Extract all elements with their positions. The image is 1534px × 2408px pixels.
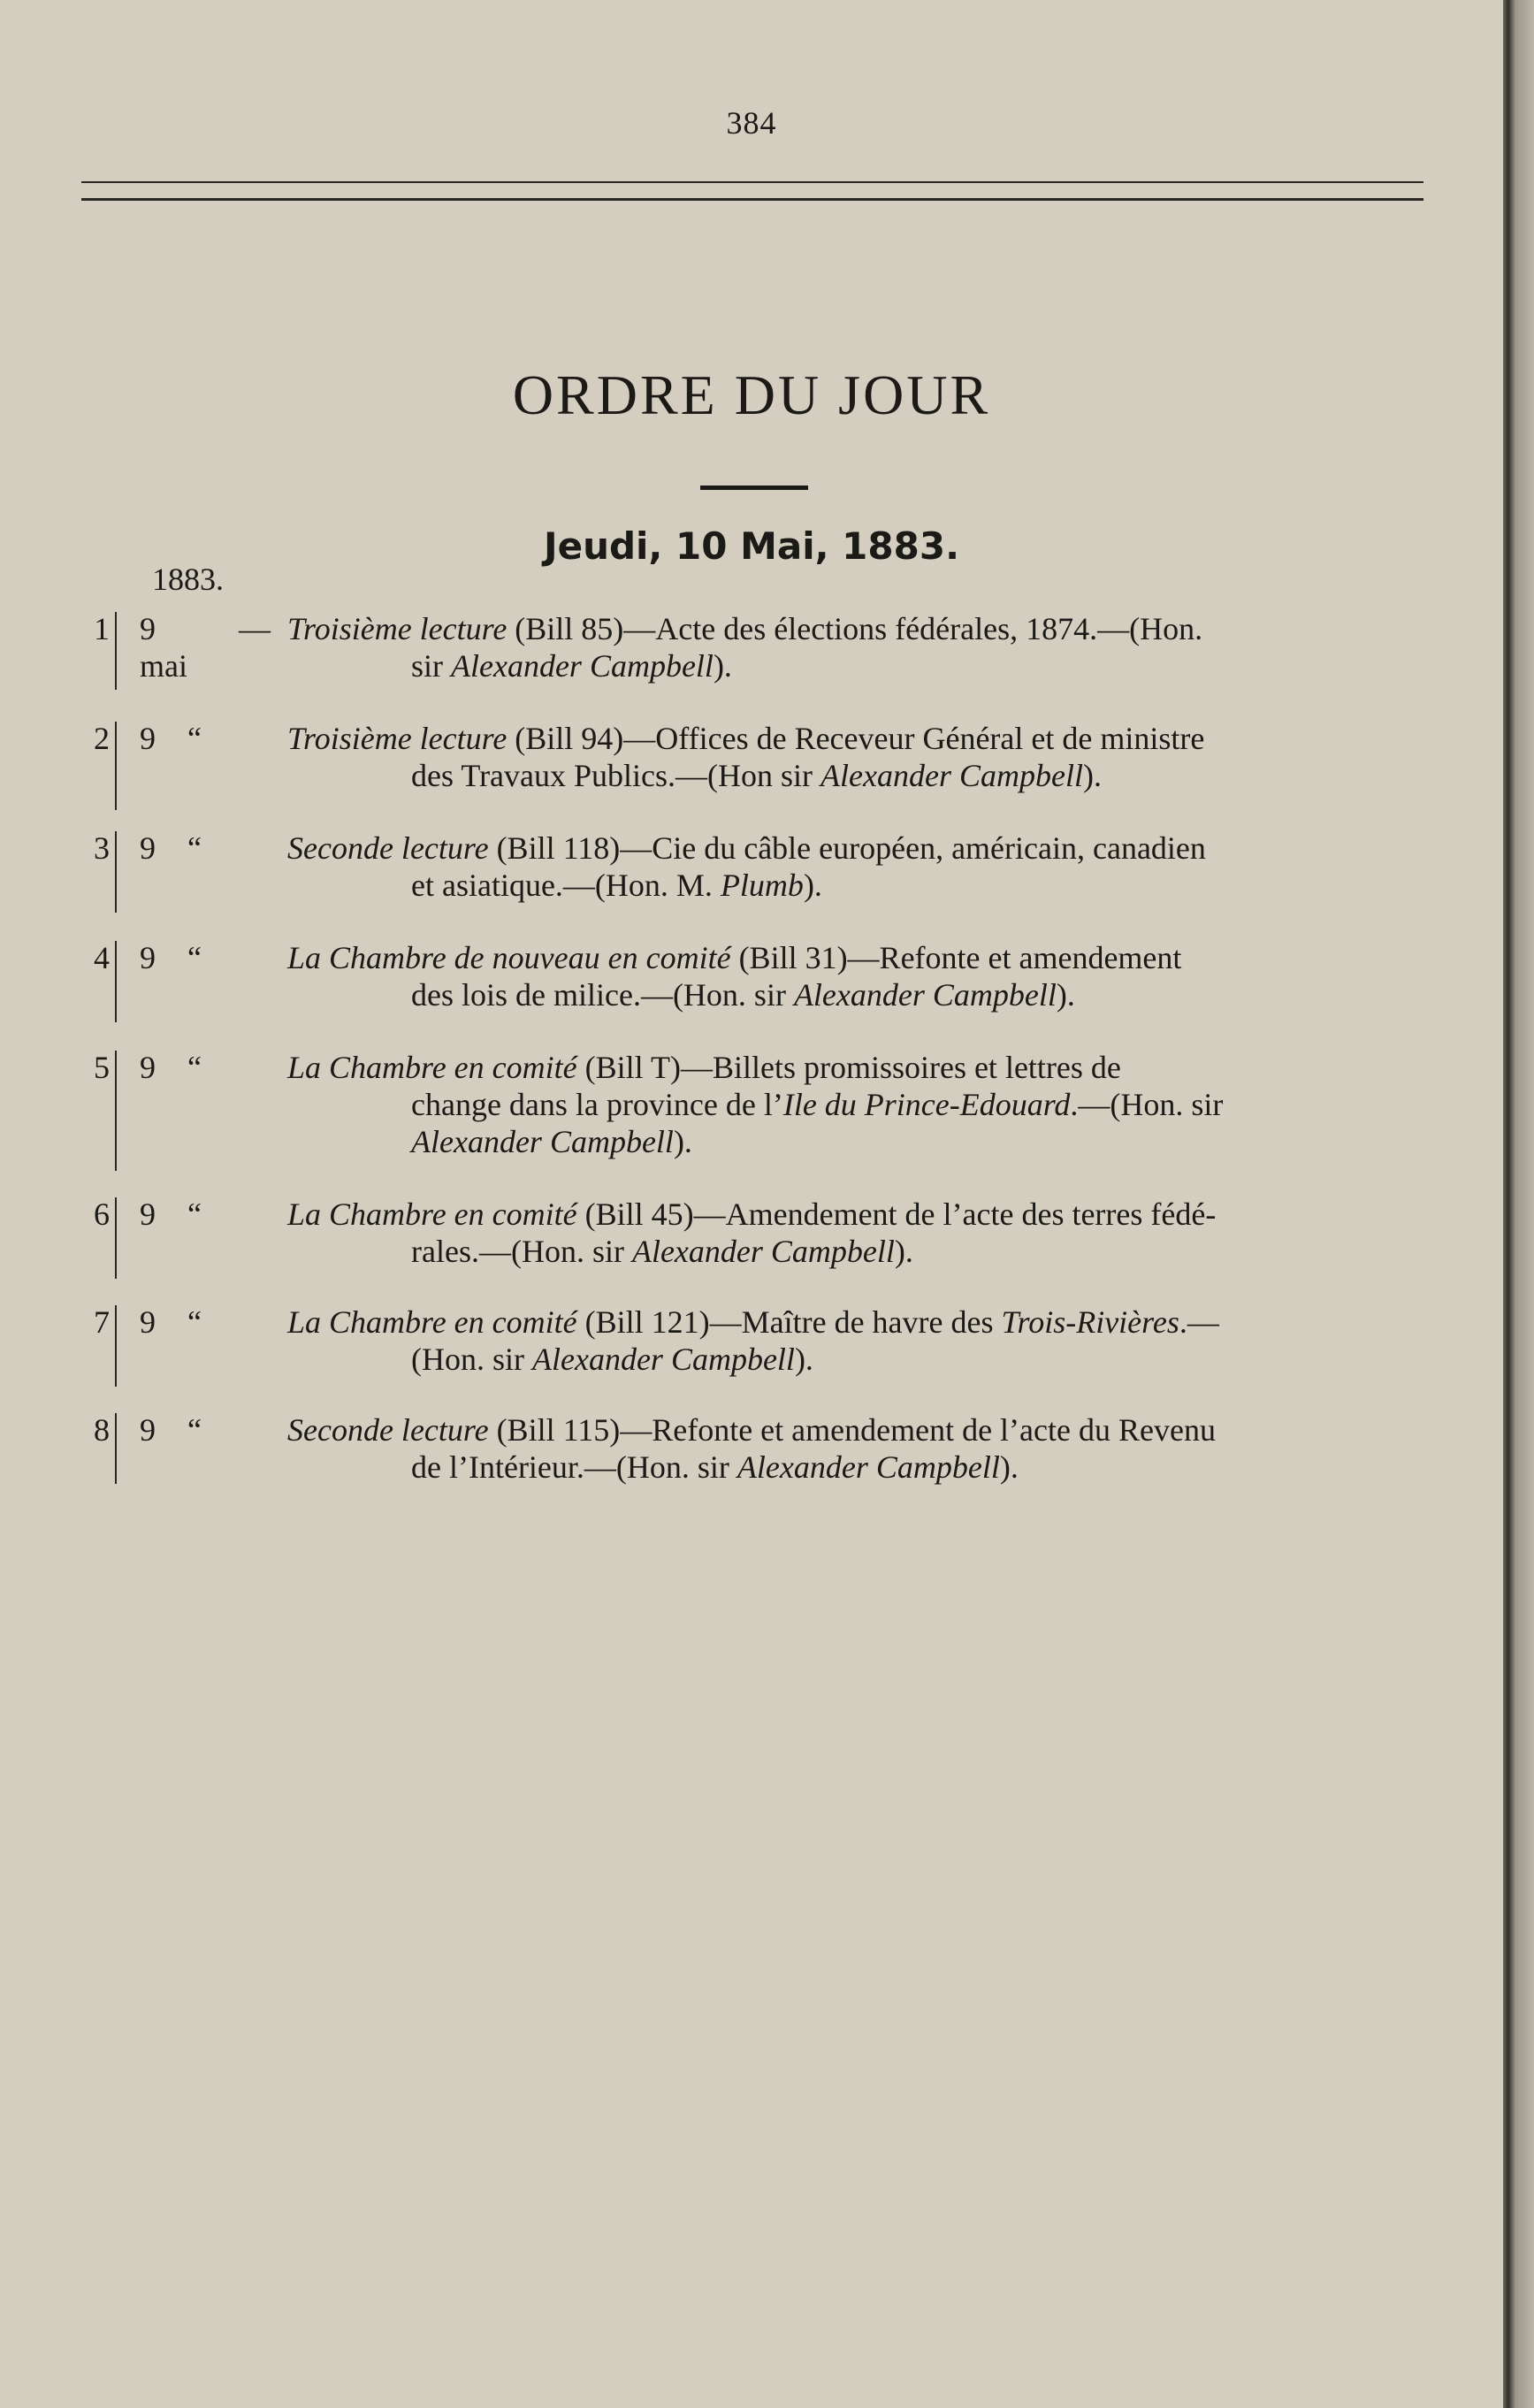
item-dash: — — [239, 611, 271, 646]
margin-rule — [115, 1413, 117, 1484]
reading-type: Seconde lecture — [287, 1412, 489, 1448]
item-number: 4 — [94, 940, 110, 975]
sponsor-name: Alexander Campbell — [451, 648, 714, 684]
line-end: ). — [1082, 758, 1102, 793]
line2-text: sir — [411, 648, 451, 684]
item-number: 5 — [94, 1050, 110, 1085]
item-day: 9 — [140, 1050, 156, 1085]
bill-text: (Bill 94)—Offices de Receveur Général et de ministre — [507, 721, 1205, 756]
reading-type: La Chambre en comité — [287, 1050, 577, 1085]
ditto-mark: “ — [187, 1050, 202, 1085]
item-body — [287, 610, 1437, 684]
item-number: 3 — [94, 830, 110, 866]
header-double-rule — [81, 181, 1423, 201]
bill-text: (Bill 45)—Amendement de l’acte des terres fédé- — [576, 1196, 1217, 1232]
bill-end: .— — [1179, 1304, 1219, 1340]
line2-text: de l’Intérieur.—(Hon. sir — [411, 1449, 737, 1485]
item-day: 9 — [140, 1304, 156, 1340]
item-day: 9 — [140, 830, 156, 866]
item-body — [287, 1411, 1437, 1486]
bill-text: (Bill 121)—Maître de havre des — [576, 1304, 1002, 1340]
sponsor-name: Alexander Campbell — [793, 977, 1057, 1013]
item-number: 2 — [94, 721, 110, 756]
reading-type: Troisième lecture — [287, 611, 508, 646]
reading-type: La Chambre en comité — [287, 1304, 577, 1340]
ditto-mark: “ — [187, 1412, 202, 1448]
margin-rule — [115, 612, 117, 690]
item-body — [287, 720, 1437, 794]
line2-text: des Travaux Publics.—(Hon sir — [411, 758, 821, 793]
margin-rule — [115, 1305, 117, 1387]
line2-text: et asiatique.—(Hon. M. — [411, 868, 721, 903]
ditto-mark: “ — [187, 721, 202, 756]
line2-text: des lois de milice.—(Hon. sir — [411, 977, 794, 1013]
line2-text: rales.—(Hon. sir — [411, 1234, 632, 1269]
bill-text: (Bill 85)—Acte des élections fédérales, 1874.—(Hon. — [507, 611, 1203, 646]
sponsor-name: Alexander Campbell — [820, 758, 1083, 793]
item-number: 7 — [94, 1304, 110, 1340]
item-day: 9 — [140, 721, 156, 756]
margin-rule — [115, 831, 117, 913]
bill-text: (Bill 118)—Cie du câble européen, américain, canadien — [488, 830, 1206, 866]
sitting-date: Jeudi, 10 Mai, 1883. — [543, 524, 960, 568]
ditto-mark: “ — [187, 830, 202, 866]
page-title: ORDRE DU JOUR — [512, 363, 991, 426]
item-body — [287, 1303, 1437, 1378]
item-day: 9 mai — [140, 611, 187, 684]
bill-text: (Bill 31)—Refonte et amendement — [730, 940, 1182, 975]
sponsor-name: Alexander Campbell — [411, 1124, 674, 1159]
item-body — [287, 939, 1437, 1013]
line-end: ). — [894, 1234, 913, 1269]
reading-type: La Chambre de nouveau en comité — [287, 940, 731, 975]
item-day: 9 — [140, 1412, 156, 1448]
sponsor-name: Alexander Campbell — [736, 1449, 1000, 1485]
reading-type: La Chambre en comité — [287, 1196, 577, 1232]
line-end: ). — [1056, 977, 1075, 1013]
line2-text: change dans la province de l’ — [411, 1087, 783, 1122]
item-body — [287, 1049, 1437, 1160]
item-body — [287, 1196, 1437, 1270]
margin-rule — [115, 1051, 117, 1171]
line-end: ). — [673, 1124, 692, 1159]
place-name: Ile du Prince-Edouard — [782, 1087, 1071, 1122]
item-day: 9 — [140, 940, 156, 975]
item-number: 6 — [94, 1196, 110, 1232]
item-day: 9 — [140, 1196, 156, 1232]
year-label: 1883. — [152, 562, 224, 597]
title-rule — [700, 485, 808, 490]
line2-text: (Hon. sir — [411, 1342, 532, 1377]
item-number: 1 — [94, 611, 110, 646]
page-number: 384 — [726, 105, 777, 141]
sponsor-name: Alexander Campbell — [532, 1342, 795, 1377]
book-binding-edge — [1503, 0, 1534, 2408]
line-end: ). — [713, 648, 732, 684]
margin-rule — [115, 722, 117, 810]
ditto-mark: “ — [187, 1304, 202, 1340]
sponsor-name: Alexander Campbell — [631, 1234, 895, 1269]
item-body — [287, 829, 1437, 904]
item-number: 8 — [94, 1412, 110, 1448]
bill-text: (Bill 115)—Refonte et amendement de l’acte du Revenu — [488, 1412, 1216, 1448]
line-end: ). — [803, 868, 822, 903]
line-end: ). — [999, 1449, 1019, 1485]
line2-suffix: .—(Hon. sir — [1070, 1087, 1224, 1122]
place-name: Trois-Rivières — [1001, 1304, 1179, 1340]
sponsor-name: Plumb — [720, 868, 804, 903]
reading-type: Seconde lecture — [287, 830, 489, 866]
margin-rule — [115, 1197, 117, 1279]
bill-text: (Bill T)—Billets promissoires et lettres de — [576, 1050, 1121, 1085]
margin-rule — [115, 941, 117, 1022]
ditto-mark: “ — [187, 1196, 202, 1232]
line-end: ). — [794, 1342, 813, 1377]
reading-type: Troisième lecture — [287, 721, 508, 756]
ditto-mark: “ — [187, 940, 202, 975]
